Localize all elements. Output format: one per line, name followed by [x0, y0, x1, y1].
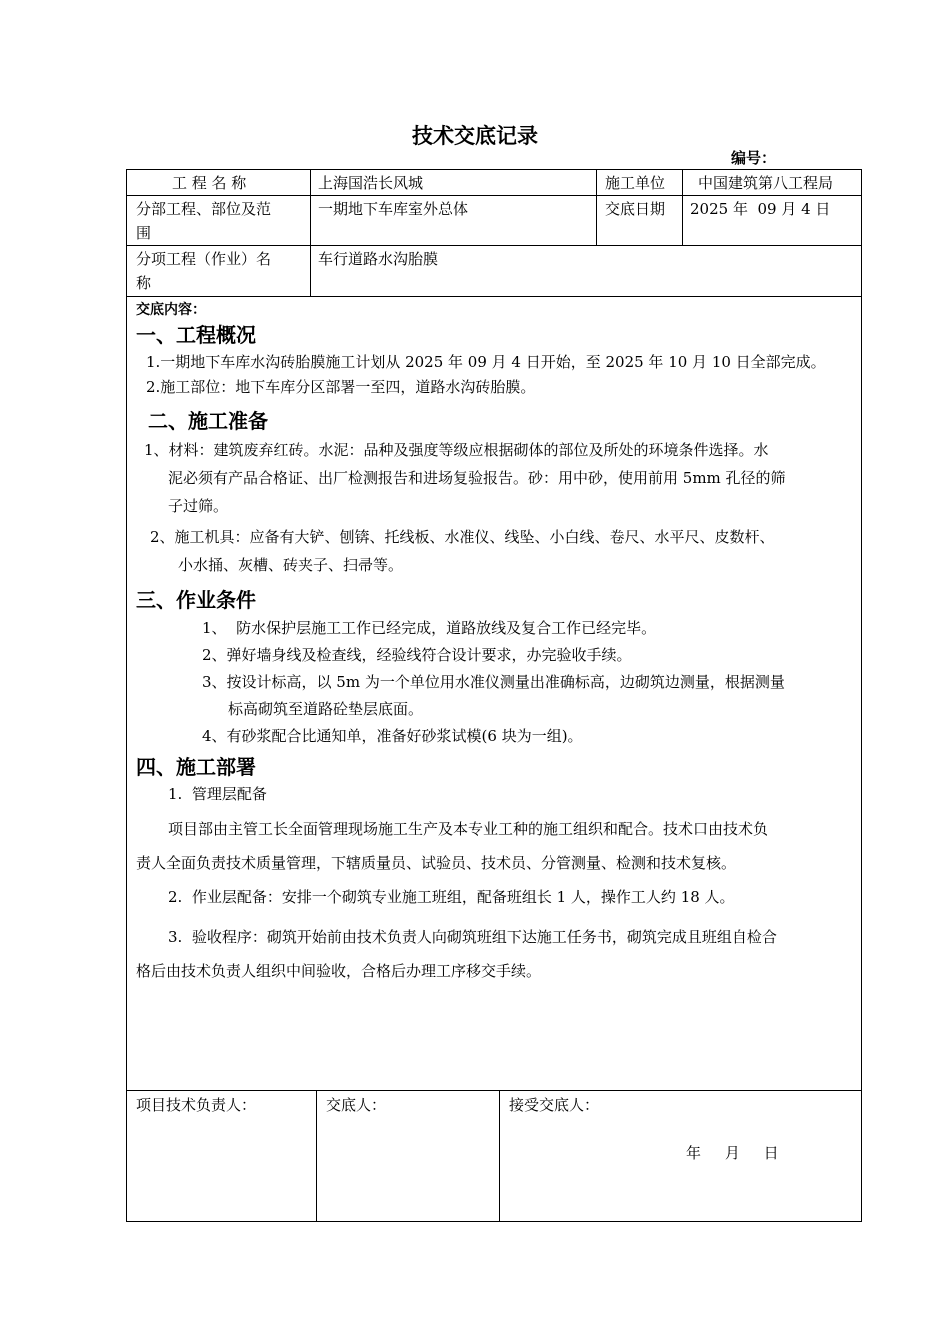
content-line: 责人全面负责技术质量管理，下辖质量员、试验员、技术员、分管测量、检测和技术复核。 [136, 854, 737, 872]
item-value: 车行道路水沟胎膜 [318, 250, 439, 268]
item-label [136, 247, 271, 295]
table-divider [499, 1090, 500, 1222]
sub-project-label-line: 分部工程、部位及范 [136, 200, 272, 218]
content-line: 标高砌筑至道路砼垫层底面。 [228, 700, 424, 718]
content-line: 4、有砂浆配合比通知单，准备好砂浆试模(6 块为一组)。 [202, 727, 583, 745]
sub-project-label [136, 197, 271, 245]
briefer-signature-label: 交底人： [326, 1096, 387, 1114]
table-divider [126, 195, 862, 196]
section-heading: 三、作业条件 [136, 588, 256, 612]
content-line: 3、按设计标高，以 5m 为一个单位用水准仪测量出准确标高，边砌筑边测量，根据测量 [202, 673, 785, 691]
date-label: 交底日期 [605, 200, 666, 218]
table-divider [596, 169, 597, 245]
content-line: 1、材料：建筑废弃红砖。水泥：品种及强度等级应根据砌体的部位及所处的环境条件选择。水 [144, 441, 769, 459]
content-line: 小水捅、灰槽、砖夹子、扫帚等。 [178, 556, 404, 574]
content-line: 2、施工机具：应备有大铲、刨锛、托线板、水准仪、线坠、小白线、卷尺、水平尺、皮数杆、 [150, 528, 775, 546]
content-line: 3. 验收程序：砌筑开始前由技术负责人向砌筑班组下达施工任务书，砌筑完成且班组自检合 [168, 928, 777, 946]
content-line: 2. 作业层配备：安排一个砌筑专业施工班组，配备班组长 1 人，操作工人约 18 人。 [168, 888, 735, 906]
item-label-line: 称 [136, 274, 152, 292]
sub-project-label-line: 围 [136, 224, 152, 242]
item-label-line: 分项工程（作业）名 [136, 250, 272, 268]
date-value: 2025 年 09 月 4 日 [690, 200, 831, 218]
table-divider [126, 245, 862, 246]
sub-project-value: 一期地下车库室外总体 [318, 200, 469, 218]
section-heading: 一、工程概况 [136, 323, 256, 347]
table-divider [310, 169, 311, 296]
construction-unit-value: 中国建筑第八工程局 [698, 174, 834, 192]
content-line: 泥必须有产品合格证、出厂检测报告和进场复验报告。砂：用中砂，使用前用 5mm 孔径的筛 [168, 469, 786, 487]
briefing-content [136, 300, 856, 988]
content-line: 2.施工部位：地下车库分区部署一至四，道路水沟砖胎膜。 [146, 378, 536, 396]
content-line: 1. 管理层配备 [168, 785, 267, 803]
tech-lead-signature-label: 项目技术负责人： [136, 1096, 257, 1114]
section-heading: 四、施工部署 [136, 755, 256, 779]
content-line: 1.一期地下车库水沟砖胎膜施工计划从 2025 年 09 月 4 日开始，至 2025 年 10 月 10 日全部完成。 [146, 353, 826, 371]
content-line: 格后由技术负责人组织中间验收，合格后办理工序移交手续。 [136, 962, 542, 980]
signature-date-line: 年 月 日 [686, 1144, 779, 1162]
document-number-label: 编号： [731, 149, 777, 167]
content-line: 子过筛。 [168, 497, 229, 515]
project-name-value: 上海国浩长风城 [318, 174, 424, 192]
table-divider [126, 296, 862, 297]
section-heading: 二、施工准备 [148, 409, 268, 433]
table-divider [316, 1090, 317, 1222]
table-divider [126, 1090, 862, 1091]
construction-unit-label: 施工单位 [605, 174, 666, 192]
content-label: 交底内容： [136, 302, 206, 318]
table-divider [682, 169, 683, 245]
document-title: 技术交底记录 [412, 124, 538, 148]
receiver-signature-label: 接受交底人： [509, 1096, 600, 1114]
content-line: 1、 防水保护层施工工作已经完成，道路放线及复合工作已经完毕。 [202, 619, 657, 637]
content-line: 项目部由主管工长全面管理现场施工生产及本专业工种的施工组织和配合。技术口由技术负 [168, 820, 769, 838]
content-line: 2、弹好墙身线及检查线，经验线符合设计要求，办完验收手续。 [202, 646, 632, 664]
project-name-label: 工 程 名 称 [172, 174, 247, 192]
